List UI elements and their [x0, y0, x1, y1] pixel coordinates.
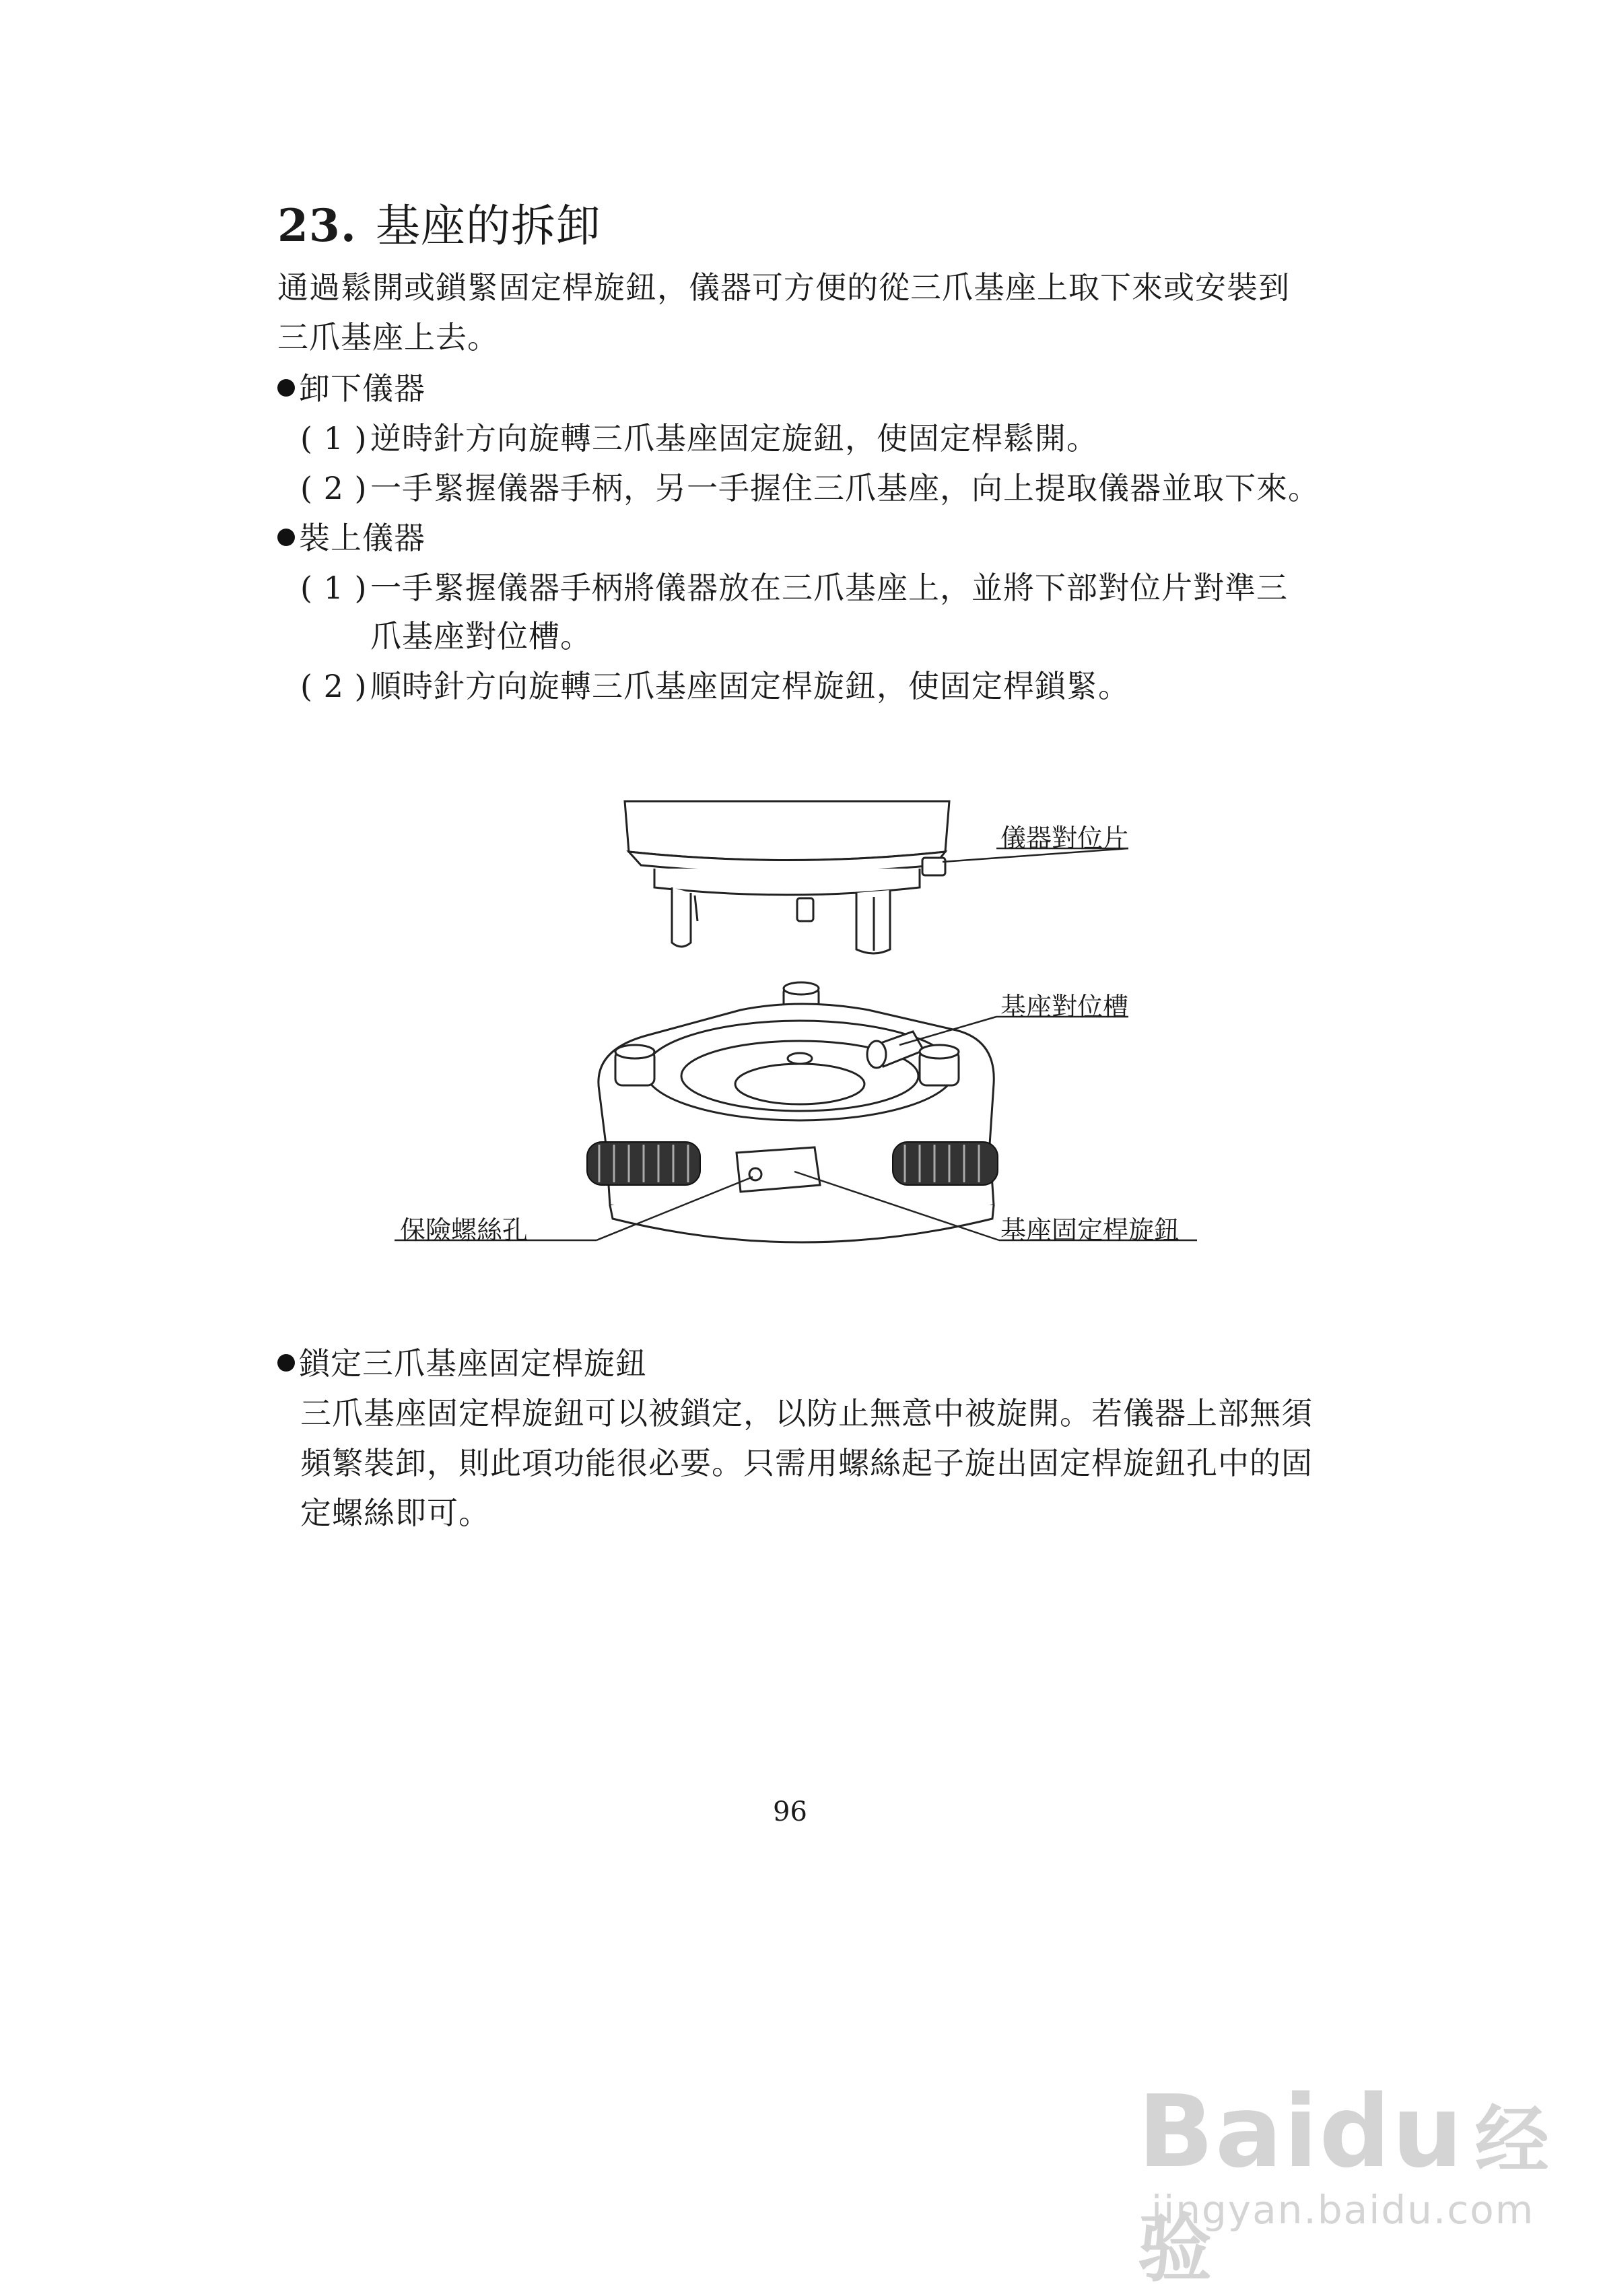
watermark-brand: Baidu	[1138, 2074, 1464, 2190]
remove-step-2	[300, 469, 1320, 508]
bullet-icon	[277, 529, 295, 546]
step-text: 一手緊握儀器手柄，另一手握住三爪基座，向上提取儀器並取下來。	[370, 470, 1320, 506]
step-text: 順時針方向旋轉三爪基座固定桿旋鈕，使固定桿鎖緊。	[370, 668, 1130, 704]
section-title: 基座的拆卸	[375, 200, 601, 252]
remove-heading	[277, 369, 425, 408]
step-number: ( 2 )	[300, 470, 368, 506]
page-number: 96	[773, 1796, 807, 1827]
section-number: 23.	[277, 199, 357, 252]
lock-line-2: 頻繁裝卸，則此項功能很必要。只需用螺絲起子旋出固定桿旋鈕孔中的固	[300, 1445, 1313, 1481]
step-number: ( 1 )	[300, 570, 368, 606]
baidu-watermark	[1138, 2074, 1603, 2296]
label-alignment-tab: 儀器對位片	[1000, 823, 1129, 853]
step-number: ( 1 )	[300, 420, 368, 457]
remove-step-1	[300, 419, 1098, 458]
lock-heading	[277, 1344, 647, 1383]
lock-line-3: 定螺絲即可。	[300, 1495, 490, 1531]
step-text: 一手緊握儀器手柄將儀器放在三爪基座上，並將下部對位片對準三	[370, 570, 1288, 606]
install-step-2	[300, 667, 1130, 706]
section-heading	[277, 190, 601, 254]
install-step-1-cont: 爪基座對位槽。	[370, 618, 592, 654]
step-number: ( 2 )	[300, 668, 368, 704]
label-lock-knob: 基座固定桿旋鈕	[1000, 1215, 1180, 1245]
install-heading	[277, 518, 425, 558]
remove-title: 卸下儀器	[299, 370, 425, 407]
step-text: 逆時針方向旋轉三爪基座固定旋鈕，使固定桿鬆開。	[370, 420, 1098, 457]
intro-line-2: 三爪基座上去。	[277, 319, 499, 356]
intro-line-1: 通過鬆開或鎖緊固定桿旋鈕，儀器可方便的從三爪基座上取下來或安裝到	[277, 269, 1290, 306]
install-title: 裝上儀器	[299, 520, 425, 556]
install-step-1	[300, 568, 1288, 607]
label-safety-screw-hole: 保險螺絲孔	[400, 1215, 528, 1245]
watermark-url: jingyan.baidu.com	[1151, 2187, 1535, 2233]
lock-line-1: 三爪基座固定桿旋鈕可以被鎖定，以防止無意中被旋開。若儀器上部無須	[300, 1395, 1313, 1431]
label-alignment-slot: 基座對位槽	[1000, 992, 1129, 1021]
bullet-icon	[277, 379, 295, 397]
bullet-icon	[277, 1354, 295, 1372]
watermark-cn: 经验	[1138, 2097, 1549, 2292]
lock-title: 鎖定三爪基座固定桿旋鈕	[299, 1345, 647, 1382]
